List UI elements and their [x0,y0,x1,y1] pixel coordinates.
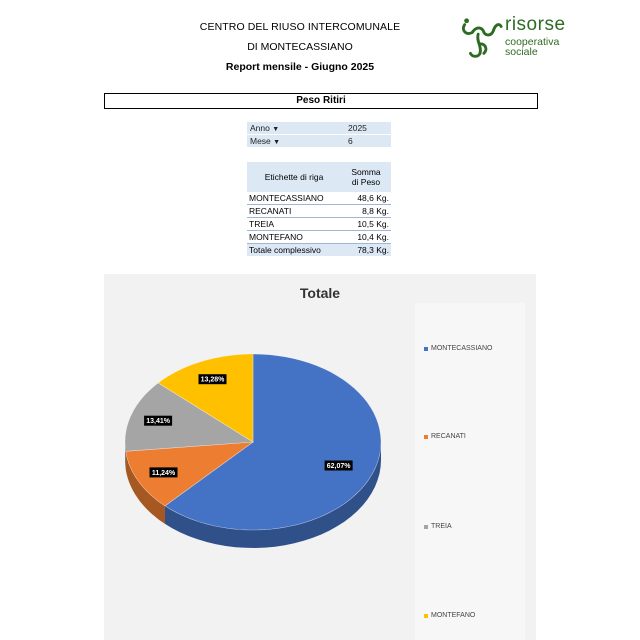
row-value: 10,5 Kg. [341,218,391,231]
pivot-col-sum-line1: Somma [351,167,381,177]
total-label: Totale complessivo [247,244,341,257]
svg-text:13,28%: 13,28% [200,376,225,384]
filter-value-year: 2025 [340,122,391,135]
section-title: Peso Ritiri [104,93,538,109]
legend-label: RECANATI [431,433,466,440]
row-value: 10,4 Kg. [341,231,391,244]
row-value: 8,8 Kg. [341,205,391,218]
total-value: 78,3 Kg. [341,244,391,257]
header-line1: CENTRO DEL RIUSO INTERCOMUNALE [199,21,401,33]
logo-subtitle-1: cooperativa [505,36,560,48]
pivot-col-label: Etichette di riga [247,162,341,192]
filter-dropdown-icon[interactable]: ▼ [273,139,281,146]
data-label [325,461,353,471]
row-label: MONTEFANO [247,231,341,244]
data-label [144,416,172,426]
legend-item-recanati [424,433,466,440]
logo-name: risorse [505,14,566,35]
filter-dropdown-icon[interactable]: ▼ [272,126,280,133]
pivot-col-sum-line2: di Peso [351,177,381,187]
row-label: MONTECASSIANO [247,192,341,205]
legend-label: MONTEFANO [431,612,476,619]
row-value: 48,6 Kg. [341,192,391,205]
legend-label: MONTECASSIANO [431,345,493,352]
filter-label-month: Mese [250,136,271,146]
data-label [150,467,178,477]
svg-text:11,24%: 11,24% [151,469,176,477]
chart-title: Totale [299,285,341,301]
legend-swatch [424,435,428,439]
data-label [199,374,227,384]
svg-text:62,07%: 62,07% [326,463,351,470]
legend-item-montefano [424,612,475,619]
legend-label: TREIA [431,523,452,530]
legend-item-treia [424,523,452,530]
filter-label-year: Anno [250,123,270,133]
legend-item-montecassiano [424,345,492,352]
logo-subtitle-2: sociale [505,46,538,58]
row-label: RECANATI [247,205,341,218]
legend-swatch [424,525,428,529]
legend-swatch [424,347,428,351]
report-title: Report mensile - Giugno 2025 [225,61,375,73]
header-line2: DI MONTECASSIANO [247,41,353,53]
svg-text:13,41%: 13,41% [146,418,170,426]
filter-value-month: 6 [340,135,391,148]
row-label: TREIA [247,218,341,231]
legend-swatch [424,614,428,618]
